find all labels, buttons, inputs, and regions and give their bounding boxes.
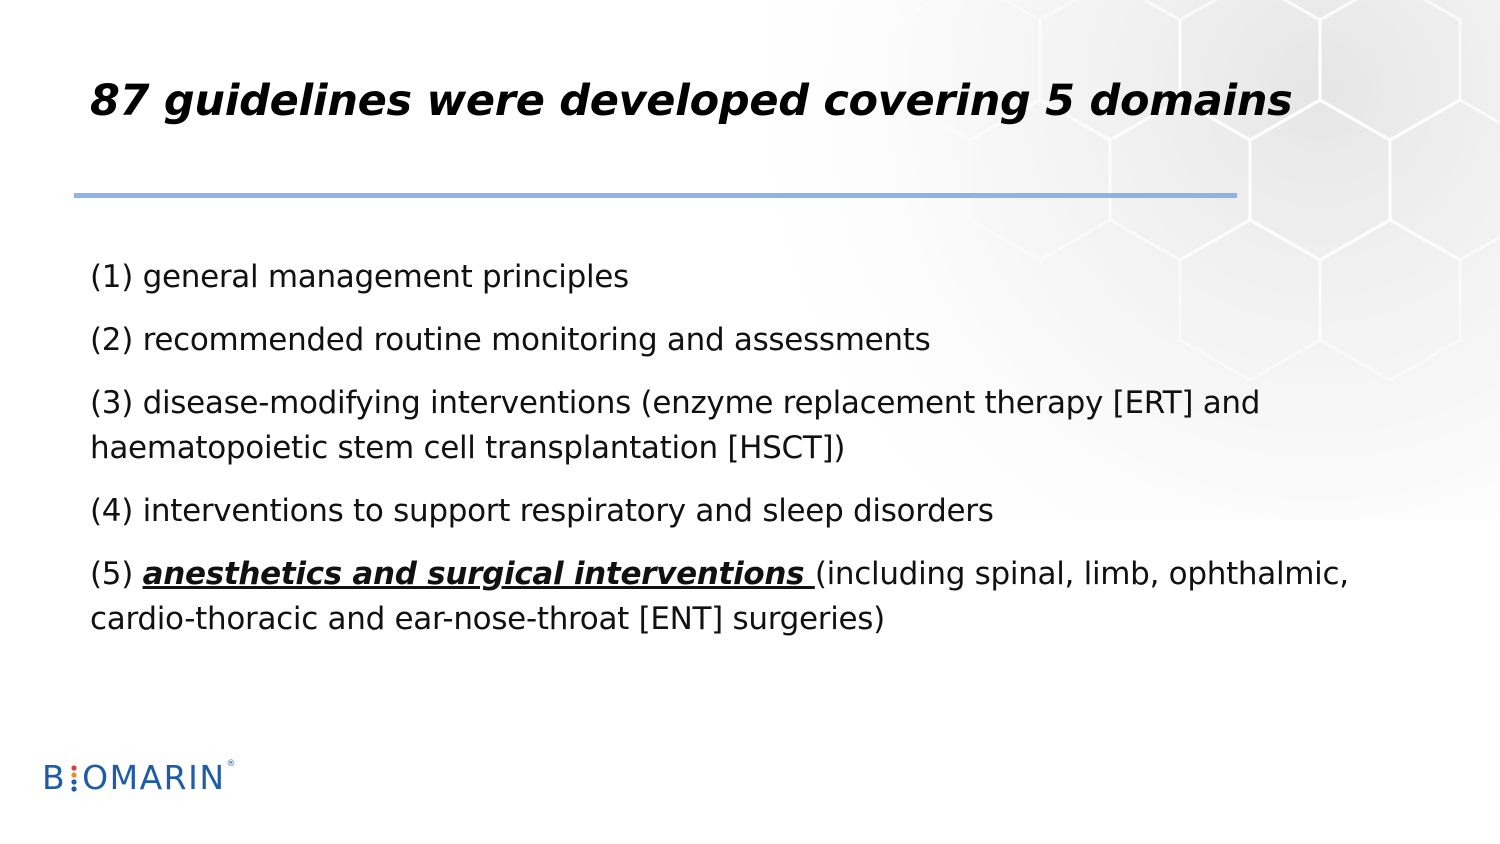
registered-mark: ® [226, 759, 238, 769]
emphasized-text: anesthetics and surgical interventions [142, 556, 815, 592]
slide-title: 87 guidelines were developed covering 5 domains [90, 76, 1293, 126]
title-divider [74, 193, 1237, 198]
logo-text-start: B [42, 758, 67, 797]
list-item [90, 552, 1430, 642]
list-item: (4) interventions to support respiratory and sleep disorders [90, 493, 994, 529]
list-item: (3) disease-modifying interventions (enzyme replacement therapy [ERT] and haematopoietic stem cell transplantation [HSCT]) [90, 385, 1261, 466]
list-item-prefix: (5) [90, 556, 143, 592]
logo-text-end: OMARIN [82, 758, 226, 797]
list-item-suffix: (including spinal, limb, ophthalmic, cardio-thoracic and ear-nose-throat [ENT] surgeries) [90, 556, 1349, 637]
logo-i-dots-icon [66, 762, 82, 796]
list-item: (2) recommended routine monitoring and assessments [90, 322, 931, 358]
list-item: (1) general management principles [90, 259, 629, 295]
domain-list [90, 255, 1430, 660]
biomarin-logo [42, 758, 237, 797]
